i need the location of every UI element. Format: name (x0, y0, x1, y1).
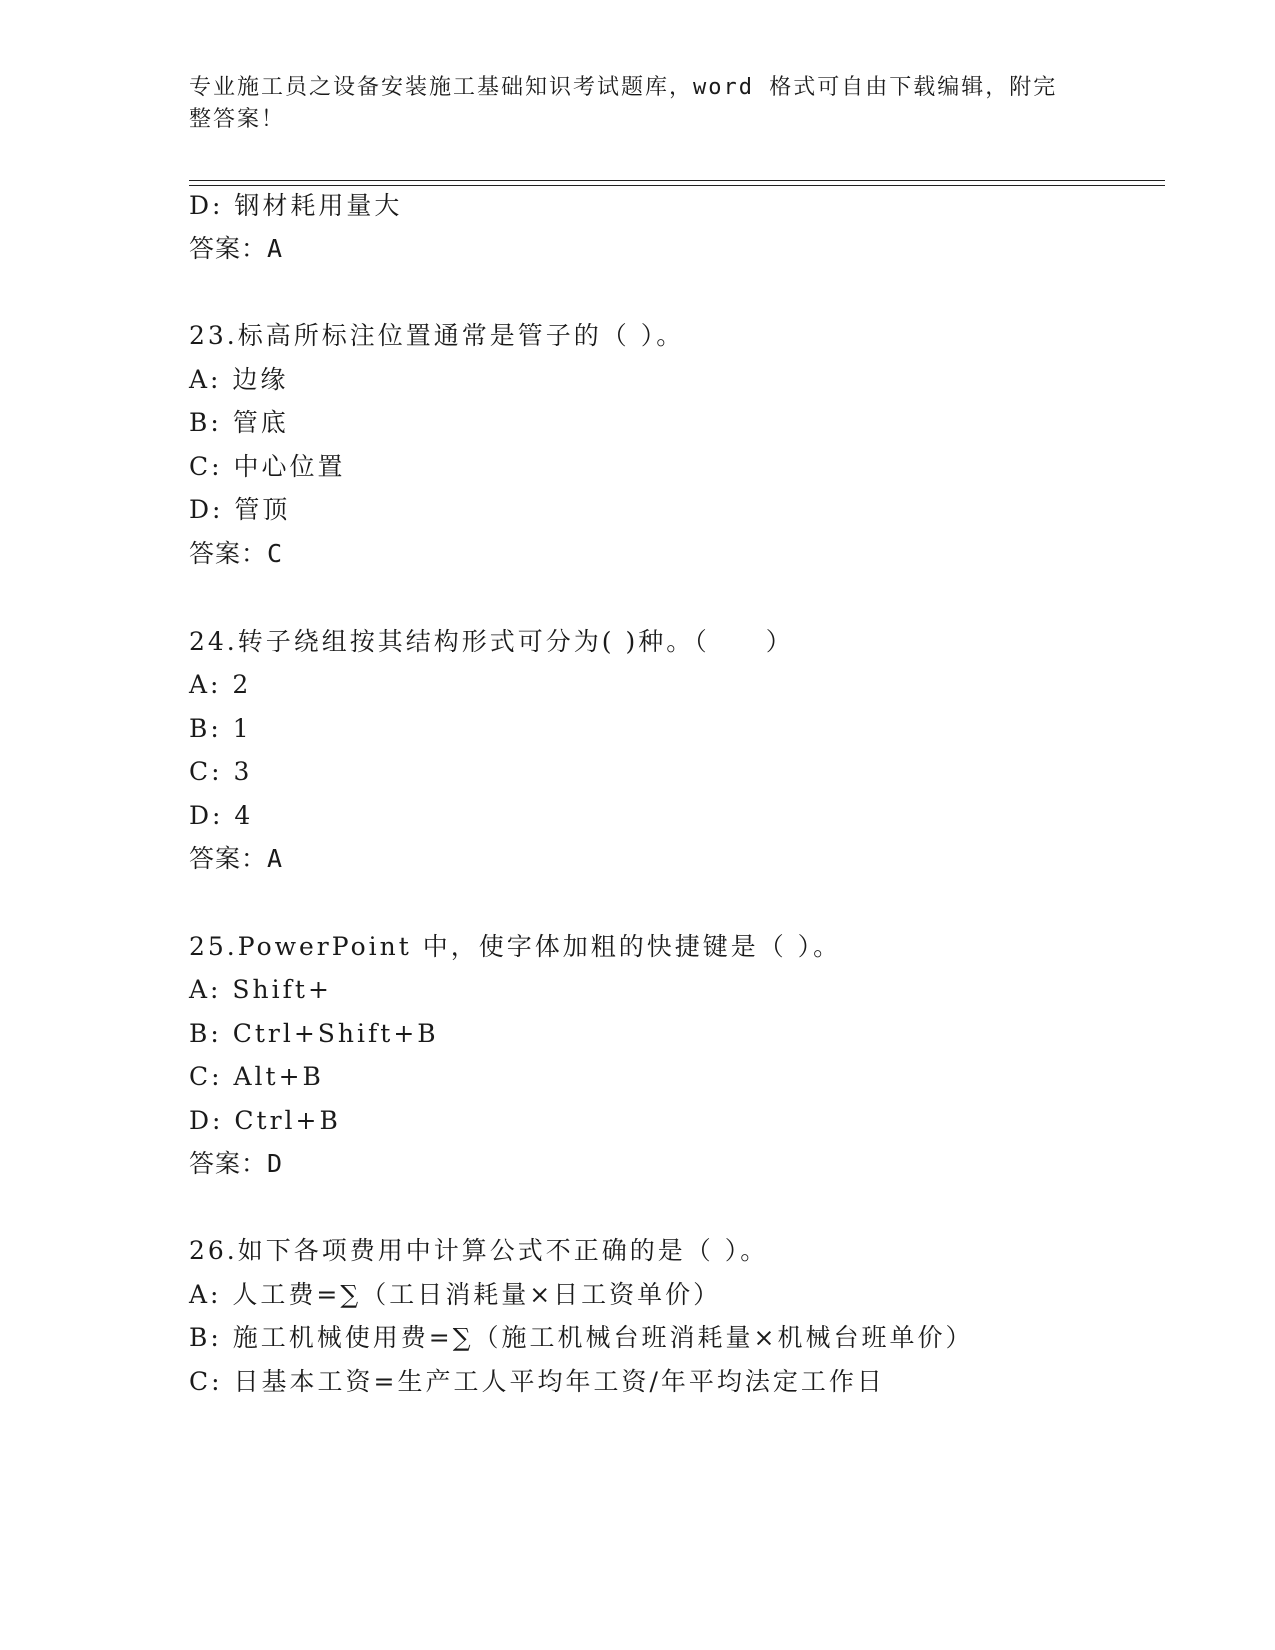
q25-answer (189, 1146, 283, 1182)
q25-option-d: D: Ctrl+B (189, 1106, 341, 1135)
q23-option-b: B: 管底 (189, 408, 289, 437)
header-divider-bottom (189, 185, 1165, 186)
q23-option-d: D: 管顶 (189, 495, 291, 524)
q23-question: 23.标高所标注位置通常是管子的（ ）。 (189, 321, 685, 350)
q24-question: 24.转子绕组按其结构形式可分为( )种。（ ） (189, 627, 794, 656)
q24-option-b: B: 1 (189, 714, 252, 743)
q23-option-c: C: 中心位置 (189, 452, 346, 481)
q23-answer (189, 536, 283, 572)
header-line-2: 整答案！ (189, 107, 286, 132)
header-divider-top (189, 180, 1165, 181)
document-header (189, 72, 1069, 136)
q25-option-a: A: Shift+ (189, 975, 332, 1004)
answer-value: C (267, 539, 284, 568)
q26-option-a: A: 人工费=∑（工日消耗量×日工资单价） (189, 1280, 722, 1309)
q25-option-b: B: Ctrl+Shift+B (189, 1019, 439, 1048)
q22-answer (189, 231, 283, 267)
q26-option-c: C: 日基本工资=生产工人平均年工资/年平均法定工作日 (189, 1367, 885, 1396)
answer-value: A (267, 234, 284, 263)
answer-label: 答案： (189, 234, 268, 263)
q24-answer (189, 841, 283, 877)
answer-value: D (267, 1149, 284, 1178)
header-line-1: 专业施工员之设备安装施工基础知识考试题库，word 格式可自由下载编辑，附完 (189, 75, 1058, 100)
q23-option-a: A: 边缘 (189, 365, 289, 394)
answer-label: 答案： (189, 844, 268, 873)
q26-question: 26.如下各项费用中计算公式不正确的是（ ）。 (189, 1236, 769, 1265)
q22-option-d: D: 钢材耗用量大 (189, 191, 403, 220)
answer-value: A (267, 844, 284, 873)
q25-question: 25.PowerPoint 中，使字体加粗的快捷键是（ ）。 (189, 932, 842, 961)
q24-option-c: C: 3 (189, 757, 253, 786)
answer-label: 答案： (189, 1149, 268, 1178)
q24-option-a: A: 2 (189, 670, 252, 699)
q26-option-b: B: 施工机械使用费=∑（施工机械台班消耗量×机械台班单价） (189, 1323, 974, 1352)
q25-option-c: C: Alt+B (189, 1062, 324, 1091)
q24-option-d: D: 4 (189, 801, 254, 830)
answer-label: 答案： (189, 539, 268, 568)
